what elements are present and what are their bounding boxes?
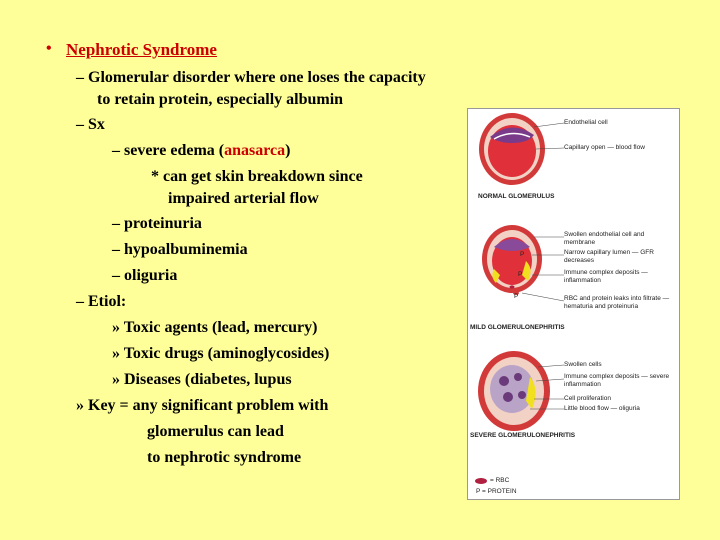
anasarca-text: anasarca — [224, 142, 286, 159]
label-rbc-protein-leak: RBC and protein leaks into filtrate — hematuria and proteinuria — [564, 295, 670, 310]
label-little-blood-flow: Little blood flow — oliguria — [564, 405, 640, 412]
text-line-12: » Toxic drugs (aminoglycosides) — [112, 345, 330, 362]
edema-text: – severe edema ( — [112, 142, 225, 159]
mild-glomerulonephritis-heading: MILD GLOMERULONEPHRITIS — [470, 324, 565, 331]
mild-glomerulonephritis-drawing — [482, 225, 564, 301]
label-immune-deposits: Immune complex deposits — inflammation — [564, 269, 648, 284]
text-line-4 — [112, 141, 290, 161]
protein-marker-1: P — [520, 251, 525, 258]
text-line-16: to nephrotic syndrome — [147, 449, 302, 466]
text-line-9: – oliguria — [112, 267, 178, 284]
slide-title: Nephrotic Syndrome — [66, 40, 217, 59]
severe-glomerulonephritis-drawing — [478, 351, 564, 431]
text-line-7: – proteinuria — [112, 215, 202, 232]
title-bullet: • — [46, 40, 52, 57]
legend-protein: P = PROTEIN — [476, 488, 517, 495]
severe-glomerulonephritis-heading: SEVERE GLOMERULONEPHRITIS — [470, 432, 576, 439]
label-swollen-endothelial: Swollen endothelial cell and membrane — [564, 231, 645, 246]
text-line-2: to retain protein, especially albumin — [97, 91, 344, 108]
text-line-15: glomerulus can lead — [147, 423, 284, 440]
text-line-14: » Key = any significant problem with — [76, 397, 329, 414]
protein-marker-3: P — [514, 293, 519, 300]
label-narrow-capillary: Narrow capillary lumen — GFR decreases — [564, 249, 654, 264]
label-capillary-open: Capillary open — blood flow — [564, 144, 645, 151]
text-line-11: » Toxic agents (lead, mercury) — [112, 319, 318, 336]
text-line-1: – Glomerular disorder where one loses the capacity — [76, 69, 426, 86]
rbc-swatch — [475, 478, 487, 484]
normal-glomerulus-heading: NORMAL GLOMERULUS — [478, 193, 555, 200]
text-line-8: – hypoalbuminemia — [112, 241, 248, 258]
glomerulus-figure — [467, 108, 680, 500]
legend-rbc: = RBC — [490, 477, 510, 484]
label-endothelial-cell: Endothelial cell — [564, 119, 608, 126]
text-line-13: » Diseases (diabetes, lupus — [112, 371, 292, 388]
label-immune-severe: Immune complex deposits — severe inflammation — [564, 373, 670, 388]
text-line-6: impaired arterial flow — [168, 190, 319, 207]
text-line-10: – Etiol: — [76, 293, 127, 310]
normal-glomerulus-drawing — [479, 113, 564, 185]
label-swollen-cells: Swollen cells — [564, 361, 602, 368]
text-line-3: – Sx — [76, 116, 105, 133]
edema-close: ) — [285, 142, 291, 159]
label-cell-proliferation: Cell proliferation — [564, 395, 611, 402]
protein-marker-2: P — [518, 271, 523, 278]
text-line-5: * can get skin breakdown since — [151, 168, 363, 185]
